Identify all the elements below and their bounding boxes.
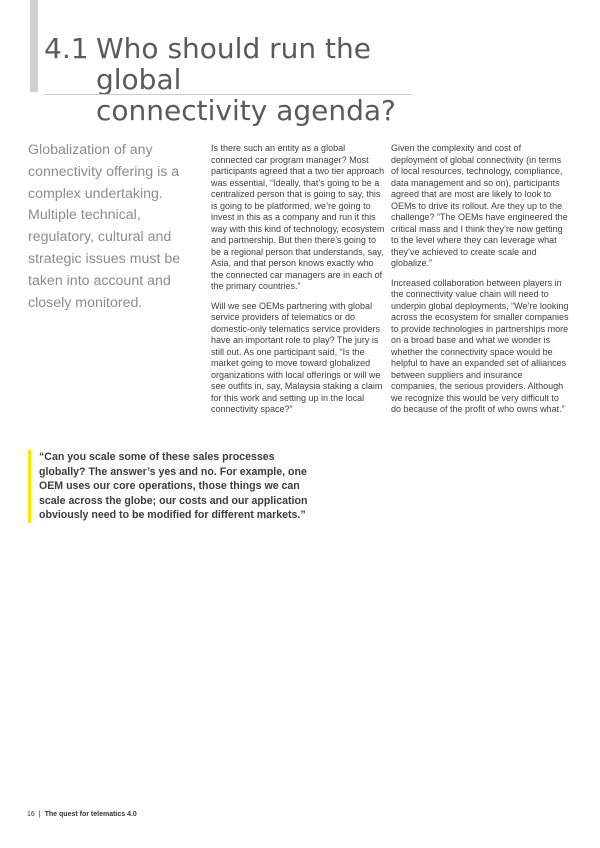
intro-text: Globalization of any connectivity offering is a complex undertaking. Multiple technical, regulatory, cultural and strategic issues must be taken into account and closely monitored. (28, 142, 181, 311)
body-paragraph: Is there such an entity as a global connected car program manager? Most participants agreed that a two tier approach was essential, “Ideally, that’s going to be a centralized person that is going to say, this is going to be platformed, we’re going to invest in this as a company and run it this way with this kind of technology, ecosystem and partnership. But then there’s going to be a regional person that understands, say, Asia, and that person knows exactly who the connected car managers are in each of the primary countries.” (211, 143, 385, 291)
section-title-line-1 (44, 33, 424, 95)
publication-title: The quest for telematics 4.0 (44, 811, 137, 818)
section-accent-bar (30, 0, 38, 92)
page-number: 16 (27, 811, 35, 818)
body-paragraph: Given the complexity and cost of deployment of global connectivity (in terms of local resources, technology, compliance, data management and so on), participants agreed that are most are likely to look to OEMs to drive its rollout. Are they up to the challenge? “The OEMs have engineered the critical mass and I think they’re now getting to the level where they can leverage what they’ve achieved to create scale and globalize.” (391, 143, 568, 268)
body-paragraph: Will we see OEMs partnering with global service providers of telematics or do domestic-only telematics service providers have an important role to play? The jury is still out. As one participant said, “Is the market going to move toward globalized organizations with local offerings or will we see outfits in, say, Malaysia staking a claim for this work and setting up in the local connectivity space?” (211, 300, 383, 414)
page-footer (27, 811, 137, 818)
section-title-text-2: connectivity agenda? (96, 94, 396, 127)
pull-quote: “Can you scale some of these sales processes globally? The answer’s yes and no. For example, one OEM uses our core operations, those things we can scale across the globe; our costs and our application obviously need to be modified for different markets.” (28, 450, 319, 523)
body-paragraph: Increased collaboration between players in the connectivity value chain will need to underpin global deployments, “We’re looking across the ecosystem for smaller companies to provide technologies in partnerships more on a broad base and what we wonder is whether the connectivity space would be helpful to have an expanded set of alliances between suppliers and insurance companies, the serious providers. Although we recognize this would be very difficult to do because of the profit of who owns what.” (391, 277, 569, 414)
section-title-line-2 (44, 95, 424, 126)
body-column-2 (391, 143, 569, 424)
section-number: 4.1 (44, 32, 89, 65)
section-title (44, 33, 424, 126)
title-divider (44, 94, 412, 95)
body-column-1 (211, 143, 387, 424)
section-title-text-1: Who should run the global (96, 32, 371, 96)
footer-separator: | (38, 811, 41, 818)
